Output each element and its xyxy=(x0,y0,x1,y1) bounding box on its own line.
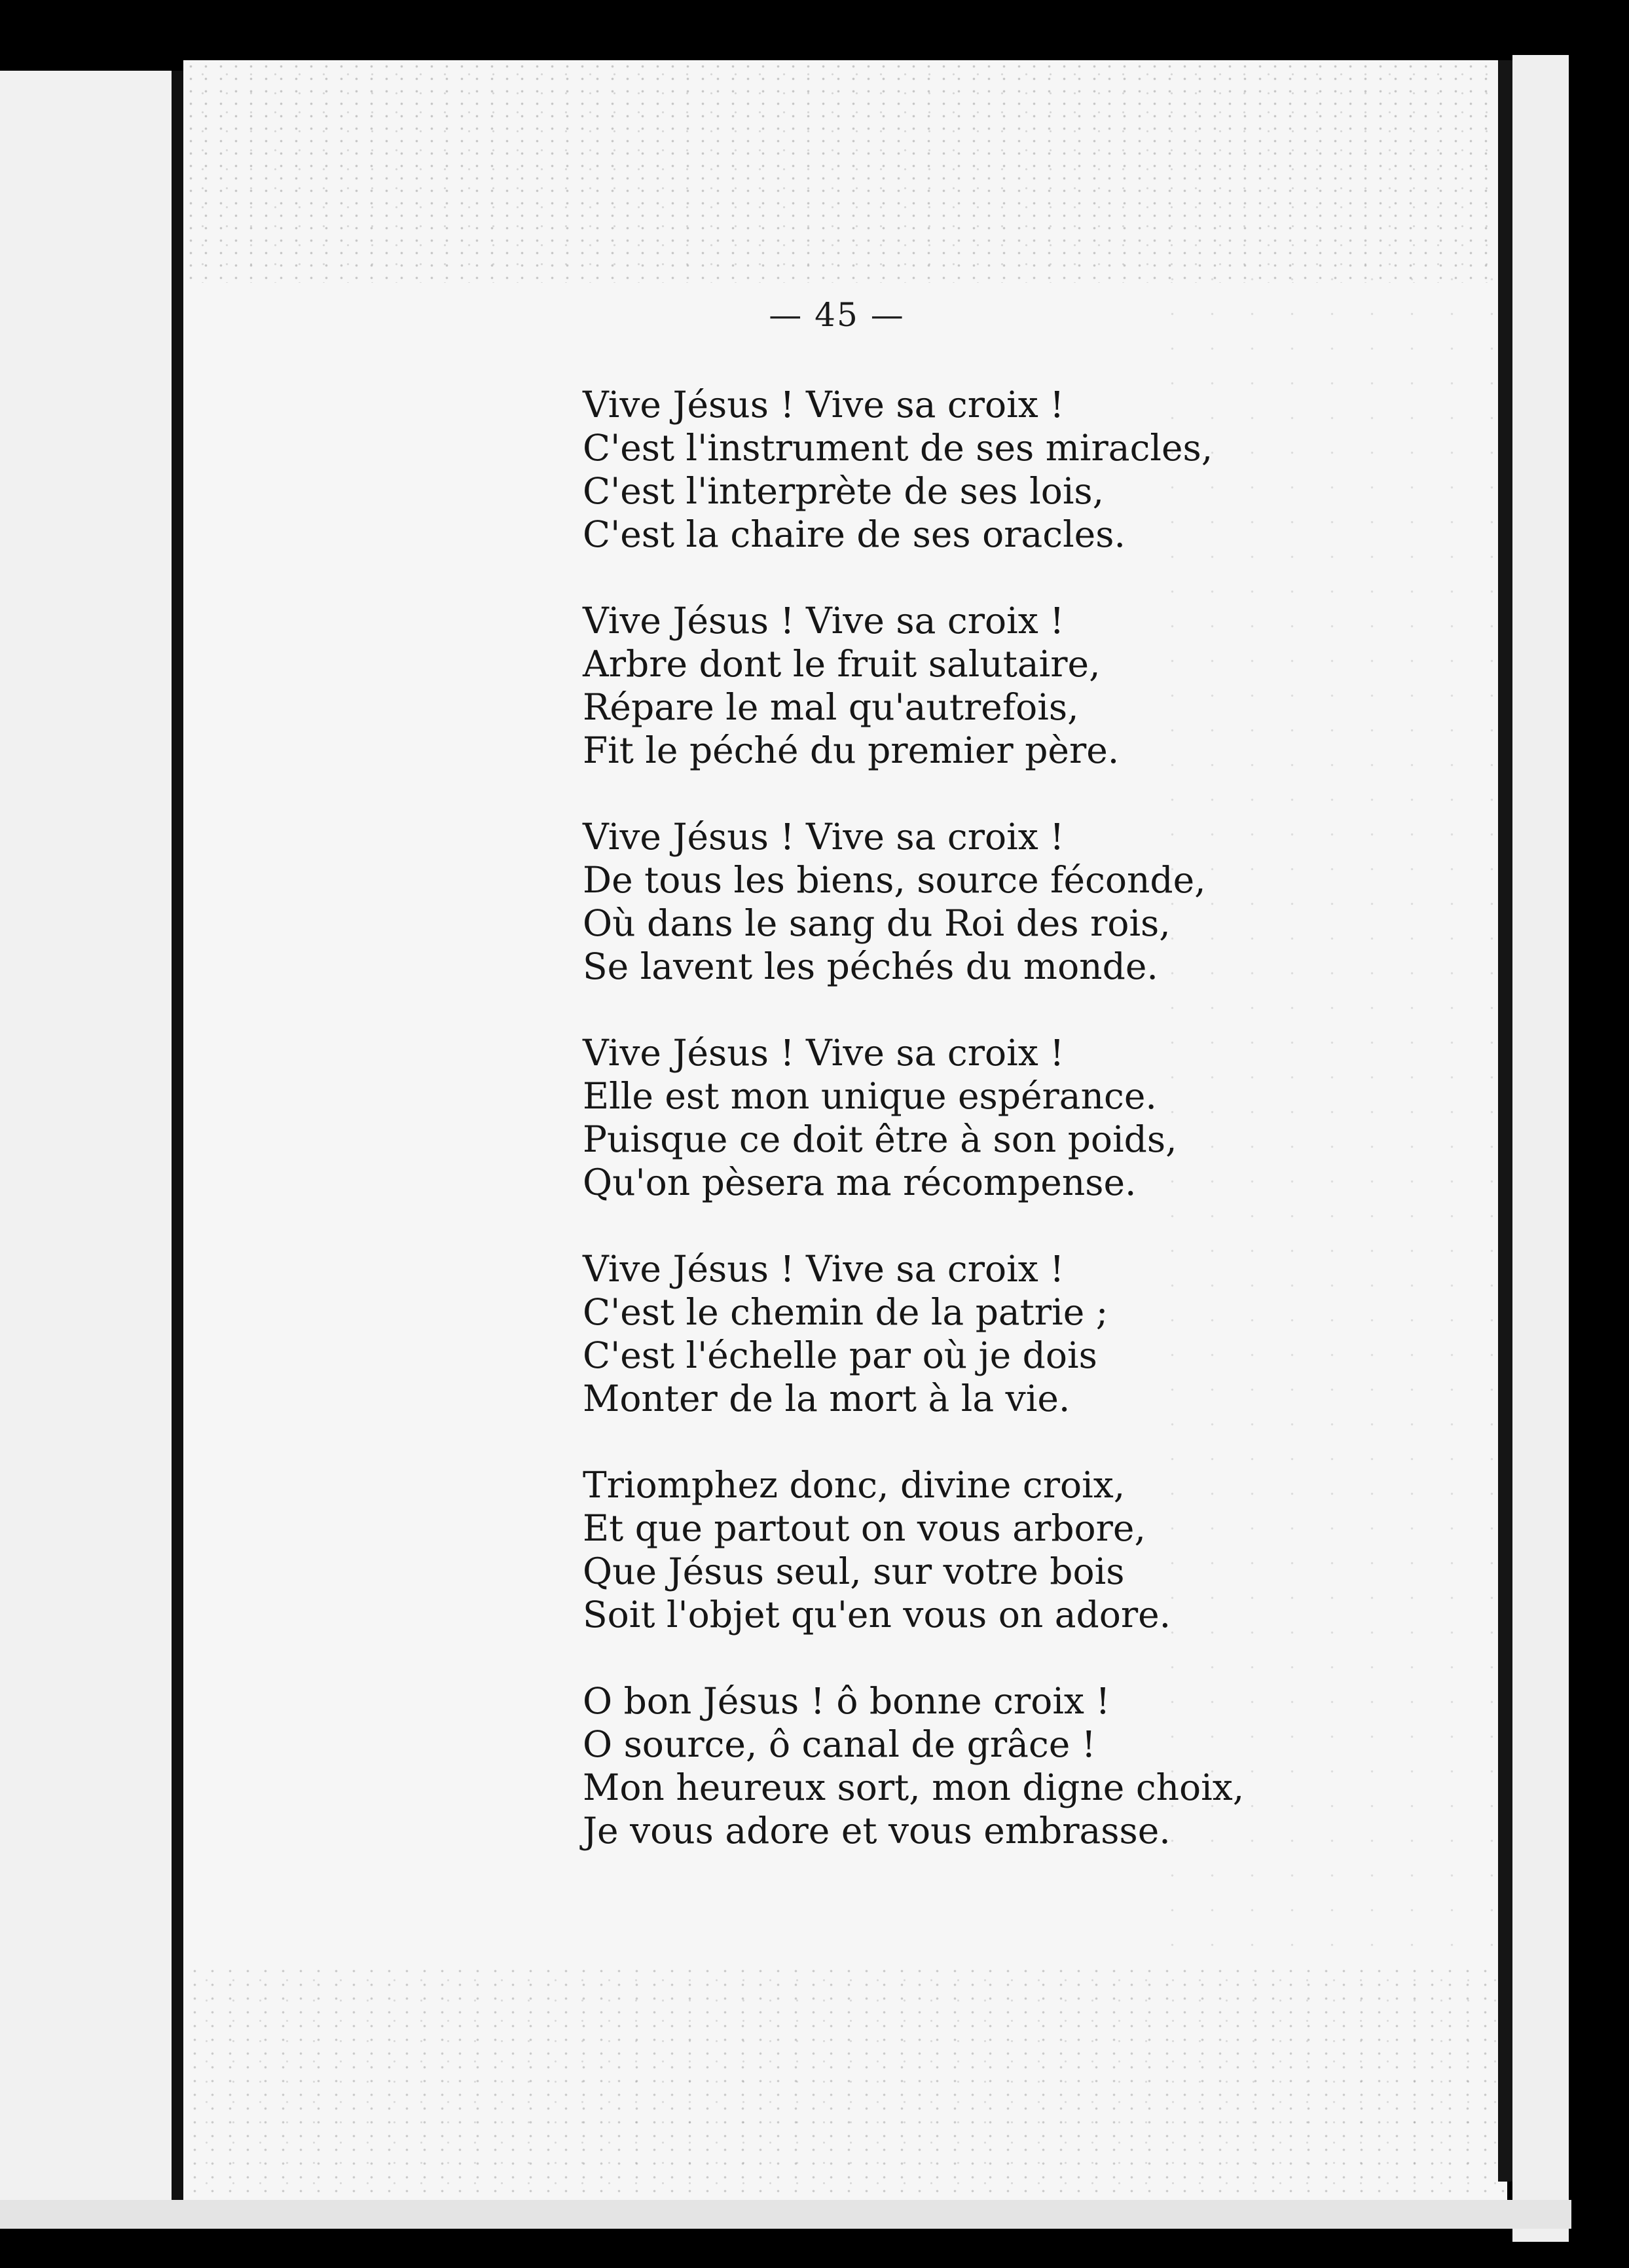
verse-line: Elle est mon unique espérance. xyxy=(583,1075,1157,1117)
verse-line: Puisque ce doit être à son poids, xyxy=(583,1118,1177,1160)
verse-line: Vive Jésus ! Vive sa croix ! xyxy=(583,816,1065,858)
stanza xyxy=(583,383,1434,556)
verse-line: O bon Jésus ! ô bonne croix ! xyxy=(583,1680,1110,1722)
poem xyxy=(583,383,1434,1852)
verse-line: Monter de la mort à la vie. xyxy=(583,1378,1071,1419)
stanza xyxy=(583,1031,1434,1204)
verse-line: Vive Jésus ! Vive sa croix ! xyxy=(583,1032,1065,1074)
stanza xyxy=(583,1679,1434,1852)
verse-line: Et que partout on vous arbore, xyxy=(583,1507,1146,1549)
page-edge-rule xyxy=(1498,60,1512,2182)
left-page-edge xyxy=(0,71,172,2218)
verse-line: Je vous adore et vous embrasse. xyxy=(583,1810,1171,1852)
verse-line: Fit le péché du premier père. xyxy=(583,729,1120,771)
verse-line: C'est l'échelle par où je dois xyxy=(583,1334,1097,1376)
verse-line: Où dans le sang du Roi des rois, xyxy=(583,902,1171,944)
verse-line: Soit l'objet qu'en vous on adore. xyxy=(583,1594,1171,1636)
verse-line: C'est la chaire de ses oracles. xyxy=(583,513,1126,555)
verse-line: Répare le mal qu'autrefois, xyxy=(583,686,1079,728)
bottom-page-strip xyxy=(0,2200,1571,2229)
verse-line: C'est le chemin de la patrie ; xyxy=(583,1291,1108,1333)
stanza xyxy=(583,1247,1434,1420)
verse-line: C'est l'instrument de ses miracles, xyxy=(583,427,1213,469)
verse-line: Triomphez donc, divine croix, xyxy=(583,1464,1126,1506)
verse-line: Vive Jésus ! Vive sa croix ! xyxy=(583,384,1065,426)
stanza xyxy=(583,815,1434,988)
scan-noise-bottom xyxy=(183,1964,1512,2213)
verse-line: C'est l'interprète de ses lois, xyxy=(583,470,1105,512)
verse-line: Vive Jésus ! Vive sa croix ! xyxy=(583,600,1065,642)
verse-line: De tous les biens, source féconde, xyxy=(583,859,1206,901)
stanza xyxy=(583,1463,1434,1636)
outer-page-strip xyxy=(1512,55,1569,2242)
verse-line: Arbre dont le fruit salutaire, xyxy=(583,643,1101,685)
verse-line: Qu'on pèsera ma récompense. xyxy=(583,1161,1137,1203)
verse-line: O source, ô canal de grâce ! xyxy=(583,1723,1096,1765)
verse-line: Se lavent les péchés du monde. xyxy=(583,945,1158,987)
gutter-rule xyxy=(172,71,183,2225)
page-number: — 45 — xyxy=(769,296,905,334)
verse-line: Mon heureux sort, mon digne choix, xyxy=(583,1766,1245,1808)
stanza xyxy=(583,599,1434,772)
verse-line: Vive Jésus ! Vive sa croix ! xyxy=(583,1248,1065,1290)
scan-noise-top xyxy=(183,60,1512,283)
verse-line: Que Jésus seul, sur votre bois xyxy=(583,1550,1125,1592)
